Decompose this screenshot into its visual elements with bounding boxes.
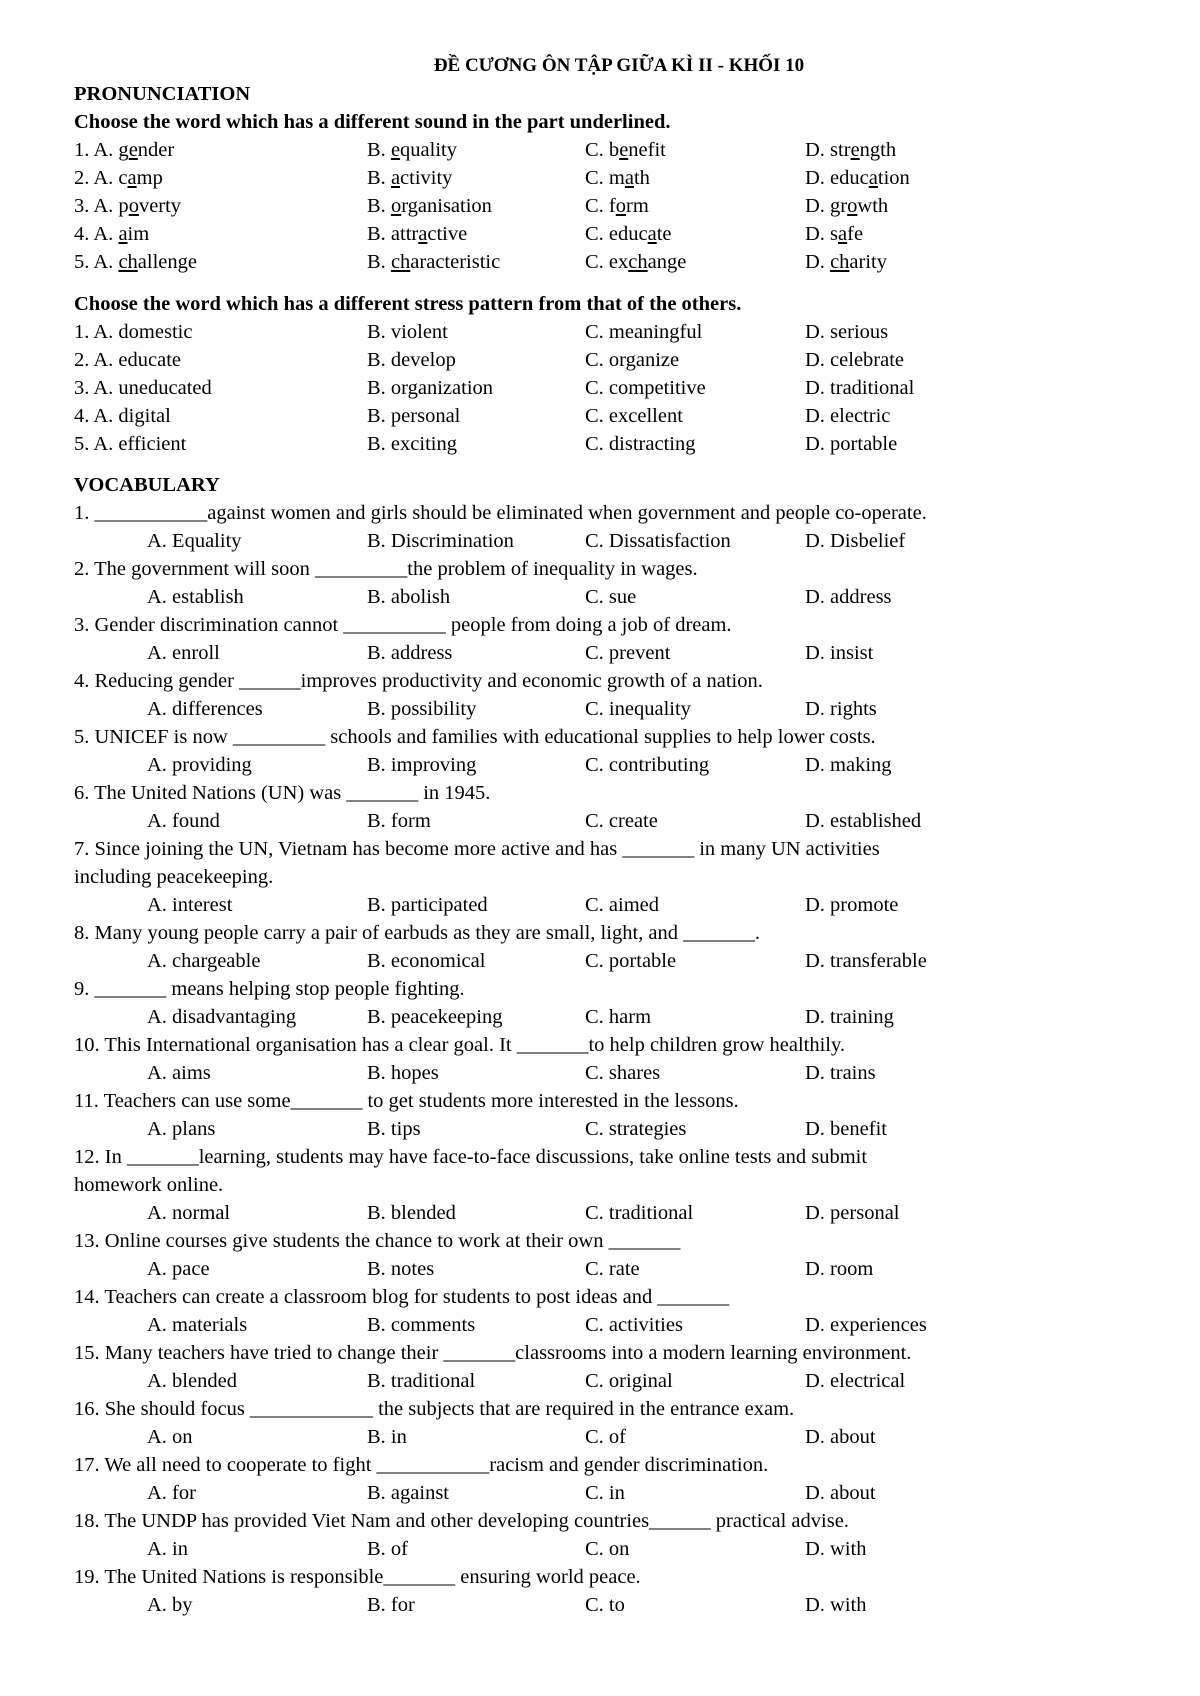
underlined-part: o: [390, 195, 402, 217]
answer-option: C. on: [585, 1538, 630, 1560]
question-text: 13. Online courses give students the chance to work at their own _______: [74, 1230, 681, 1252]
sound-option: B. characteristic: [367, 251, 501, 273]
sound-option: B. activity: [367, 167, 453, 189]
answer-option: D. personal: [805, 1202, 900, 1224]
vocabulary-question-list: [74, 499, 1154, 1619]
answer-option: D. with: [805, 1538, 867, 1560]
answer-option: B. blended: [367, 1202, 456, 1224]
stress-option: 4. A. digital: [74, 405, 171, 427]
underlined-part: e: [850, 139, 860, 161]
stress-option: 5. A. efficient: [74, 433, 187, 455]
sound-option: D. education: [805, 167, 910, 189]
stress-option: B. develop: [367, 349, 456, 371]
underlined-part: e: [619, 139, 629, 161]
answer-option: B. against: [367, 1482, 449, 1504]
answer-option: B. improving: [367, 754, 477, 776]
stress-option: C. excellent: [585, 405, 683, 427]
sound-question-row: [74, 192, 1154, 220]
question-text: 8. Many young people carry a pair of earbuds as they are small, light, and _______.: [74, 922, 760, 944]
answer-option: D. about: [805, 1482, 876, 1504]
stress-option: C. meaningful: [585, 321, 703, 343]
sound-option: 2. A. camp: [74, 167, 163, 189]
sound-option: 5. A. challenge: [74, 251, 197, 273]
question-text: 14. Teachers can create a classroom blog for students to post ideas and _______: [74, 1286, 730, 1308]
answer-option: D. transferable: [805, 950, 927, 972]
sound-option: C. benefit: [585, 139, 666, 161]
stress-option: D. serious: [805, 321, 889, 343]
underlined-part: ch: [118, 251, 138, 273]
stress-option: B. organization: [367, 377, 494, 399]
answer-option: B. Discrimination: [367, 530, 514, 552]
answer-options: [74, 695, 1154, 723]
underlined-part: ch: [830, 251, 850, 273]
page-title: ĐỀ CƯƠNG ÔN TẬP GIỮA KÌ II - KHỐI 10: [433, 55, 805, 76]
sound-question-list: [74, 136, 1154, 276]
sound-option: 3. A. poverty: [74, 195, 182, 217]
answer-option: C. contributing: [585, 754, 710, 776]
question-text: 3. Gender discrimination cannot __________ people from doing a job of dream.: [74, 614, 732, 636]
answer-option: C. of: [585, 1426, 626, 1448]
stress-question-row: [74, 346, 1154, 374]
answer-option: A. differences: [147, 698, 263, 720]
answer-option: C. activities: [585, 1314, 683, 1336]
stress-option: 1. A. domestic: [74, 321, 193, 343]
stress-option: B. exciting: [367, 433, 457, 455]
answer-option: A. disadvantaging: [147, 1006, 297, 1028]
stress-question-row: [74, 430, 1154, 458]
answer-option: B. participated: [367, 894, 488, 916]
question-text: 19. The United Nations is responsible_______ ensuring world peace.: [74, 1566, 641, 1588]
stress-option: 3. A. uneducated: [74, 377, 212, 399]
answer-option: C. harm: [585, 1006, 652, 1028]
stress-option: C. competitive: [585, 377, 706, 399]
stress-question-row: [74, 374, 1154, 402]
answer-option: C. inequality: [585, 698, 691, 720]
answer-option: B. comments: [367, 1314, 476, 1336]
answer-option: A. on: [147, 1426, 193, 1448]
answer-options: [74, 1479, 1154, 1507]
answer-option: D. training: [805, 1006, 894, 1028]
underlined-part: o: [128, 195, 139, 217]
answer-option: A. enroll: [147, 642, 220, 664]
question-text: 10. This International organisation has a clear goal. It _______to help children grow healthily.: [74, 1034, 846, 1056]
answer-option: A. aims: [147, 1062, 211, 1084]
question-text: including peacekeeping.: [74, 866, 274, 888]
underlined-part: a: [118, 223, 128, 245]
sound-option: 4. A. aim: [74, 223, 150, 245]
answer-option: C. original: [585, 1370, 673, 1392]
answer-options: [74, 583, 1154, 611]
answer-option: D. trains: [805, 1062, 876, 1084]
underlined-part: a: [868, 167, 878, 189]
stress-option: C. organize: [585, 349, 680, 371]
underlined-part: e: [128, 139, 138, 161]
sound-option: C. form: [585, 195, 649, 217]
answer-option: B. notes: [367, 1258, 435, 1280]
stress-option: D. electric: [805, 405, 891, 427]
answer-options: [74, 1059, 1154, 1087]
answer-option: C. traditional: [585, 1202, 694, 1224]
answer-option: D. Disbelief: [805, 530, 906, 552]
answer-option: B. for: [367, 1594, 415, 1616]
question-text: homework online.: [74, 1174, 224, 1196]
stress-question-list: [74, 318, 1154, 458]
sound-question-row: [74, 136, 1154, 164]
stress-option: D. traditional: [805, 377, 915, 399]
answer-option: B. traditional: [367, 1370, 476, 1392]
underlined-part: ch: [628, 251, 648, 273]
question-text: 1. ___________against women and girls should be eliminated when government and people co-operate.: [74, 502, 927, 524]
answer-options: [74, 1255, 1154, 1283]
sound-option: B. organisation: [367, 195, 492, 217]
answer-options: [74, 1535, 1154, 1563]
answer-options: [74, 807, 1154, 835]
stress-option: C. distracting: [585, 433, 696, 455]
question-text: 17. We all need to cooperate to fight ___________racism and gender discrimination.: [74, 1454, 769, 1476]
sound-option: D. safe: [805, 223, 864, 245]
underlined-part: a: [127, 167, 137, 189]
answer-option: D. room: [805, 1258, 874, 1280]
answer-option: C. sue: [585, 586, 637, 608]
answer-options: [74, 947, 1154, 975]
answer-options: [74, 891, 1154, 919]
stress-option: D. celebrate: [805, 349, 905, 371]
answer-option: A. found: [147, 810, 220, 832]
answer-option: C. Dissatisfaction: [585, 530, 731, 552]
sound-option: D. growth: [805, 195, 889, 217]
answer-option: A. in: [147, 1538, 188, 1560]
answer-option: D. about: [805, 1426, 876, 1448]
answer-option: A. Equality: [147, 530, 242, 552]
sound-option: D. charity: [805, 251, 887, 273]
answer-options: [74, 1199, 1154, 1227]
sound-option: B. attractive: [367, 223, 468, 245]
stress-option: B. violent: [367, 321, 448, 343]
worksheet-page: [74, 50, 1154, 1619]
answer-option: D. making: [805, 754, 892, 776]
answer-option: A. interest: [147, 894, 233, 916]
answer-option: B. abolish: [367, 586, 451, 608]
vocabulary-heading: VOCABULARY: [74, 474, 220, 496]
answer-options: [74, 1367, 1154, 1395]
answer-option: C. to: [585, 1594, 625, 1616]
answer-option: B. hopes: [367, 1062, 439, 1084]
question-text: 5. UNICEF is now _________ schools and families with educational supplies to help lower costs.: [74, 726, 876, 748]
question-text: 2. The government will soon _________the problem of inequality in wages.: [74, 558, 698, 580]
answer-option: D. promote: [805, 894, 899, 916]
answer-option: D. address: [805, 586, 892, 608]
answer-option: A. blended: [147, 1370, 237, 1392]
answer-options: [74, 1003, 1154, 1031]
answer-option: C. strategies: [585, 1118, 687, 1140]
answer-option: B. tips: [367, 1118, 421, 1140]
stress-option: D. portable: [805, 433, 898, 455]
answer-option: C. rate: [585, 1258, 640, 1280]
answer-options: [74, 639, 1154, 667]
underlined-part: e: [390, 139, 401, 161]
question-text: 18. The UNDP has provided Viet Nam and other developing countries______ practical advise.: [74, 1510, 849, 1532]
sound-question-row: [74, 220, 1154, 248]
sound-question-row: [74, 164, 1154, 192]
answer-option: A. materials: [147, 1314, 248, 1336]
answer-option: C. shares: [585, 1062, 661, 1084]
stress-option: B. personal: [367, 405, 461, 427]
answer-option: A. by: [147, 1594, 193, 1616]
answer-option: D. experiences: [805, 1314, 927, 1336]
underlined-part: a: [838, 223, 848, 245]
underlined-part: ch: [390, 251, 411, 273]
answer-option: D. benefit: [805, 1118, 887, 1140]
answer-option: D. rights: [805, 698, 877, 720]
answer-option: D. insist: [805, 642, 874, 664]
answer-options: [74, 527, 1154, 555]
answer-option: D. electrical: [805, 1370, 906, 1392]
answer-option: C. create: [585, 810, 658, 832]
answer-option: B. of: [367, 1538, 408, 1560]
answer-option: A. for: [147, 1482, 196, 1504]
answer-option: C. in: [585, 1482, 625, 1504]
answer-option: B. economical: [367, 950, 486, 972]
answer-options: [74, 1115, 1154, 1143]
answer-option: C. prevent: [585, 642, 671, 664]
answer-option: B. in: [367, 1426, 407, 1448]
answer-options: [74, 1311, 1154, 1339]
pronunciation-heading: PRONUNCIATION: [74, 83, 251, 105]
sound-instruction: Choose the word which has a different sound in the part underlined.: [74, 111, 671, 133]
sound-option: B. equality: [367, 139, 457, 161]
answer-options: [74, 1591, 1154, 1619]
answer-option: B. possibility: [367, 698, 477, 720]
answer-option: D. with: [805, 1594, 867, 1616]
answer-option: A. establish: [147, 586, 244, 608]
stress-question-row: [74, 402, 1154, 430]
question-text: 16. She should focus ____________ the subjects that are required in the entrance exam.: [74, 1398, 795, 1420]
underlined-part: o: [847, 195, 858, 217]
sound-question-row: [74, 248, 1154, 276]
underlined-part: o: [615, 195, 626, 217]
answer-option: A. providing: [147, 754, 252, 776]
answer-option: B. peacekeeping: [367, 1006, 503, 1028]
question-text: 4. Reducing gender ______improves productivity and economic growth of a nation.: [74, 670, 763, 692]
question-text: 9. _______ means helping stop people fighting.: [74, 978, 465, 1000]
question-text: 11. Teachers can use some_______ to get students more interested in the lessons.: [74, 1090, 739, 1112]
question-text: 15. Many teachers have tried to change their _______classrooms into a modern learning environment.: [74, 1342, 912, 1364]
underlined-part: a: [647, 223, 657, 245]
answer-option: A. normal: [147, 1202, 231, 1224]
answer-option: C. aimed: [585, 894, 660, 916]
question-text: 6. The United Nations (UN) was _______ in 1945.: [74, 782, 491, 804]
sound-option: C. math: [585, 167, 650, 189]
sound-option: C. educate: [585, 223, 672, 245]
answer-options: [74, 1423, 1154, 1451]
sound-option: 1. A. gender: [74, 139, 175, 161]
answer-options: [74, 751, 1154, 779]
answer-option: A. chargeable: [147, 950, 261, 972]
answer-option: B. address: [367, 642, 453, 664]
answer-option: A. pace: [147, 1258, 210, 1280]
underlined-part: a: [390, 167, 401, 189]
stress-option: 2. A. educate: [74, 349, 182, 371]
question-text: 7. Since joining the UN, Vietnam has become more active and has _______ in many UN activities: [74, 838, 880, 860]
sound-option: C. exchange: [585, 251, 687, 273]
underlined-part: a: [624, 167, 634, 189]
stress-question-row: [74, 318, 1154, 346]
answer-option: C. portable: [585, 950, 677, 972]
question-text: 12. In _______learning, students may have face-to-face discussions, take online tests and submit: [74, 1146, 868, 1168]
stress-instruction: Choose the word which has a different stress pattern from that of the others.: [74, 293, 742, 315]
answer-option: B. form: [367, 810, 431, 832]
sound-option: D. strength: [805, 139, 897, 161]
answer-option: A. plans: [147, 1118, 216, 1140]
underlined-part: a: [418, 223, 428, 245]
answer-option: D. established: [805, 810, 922, 832]
